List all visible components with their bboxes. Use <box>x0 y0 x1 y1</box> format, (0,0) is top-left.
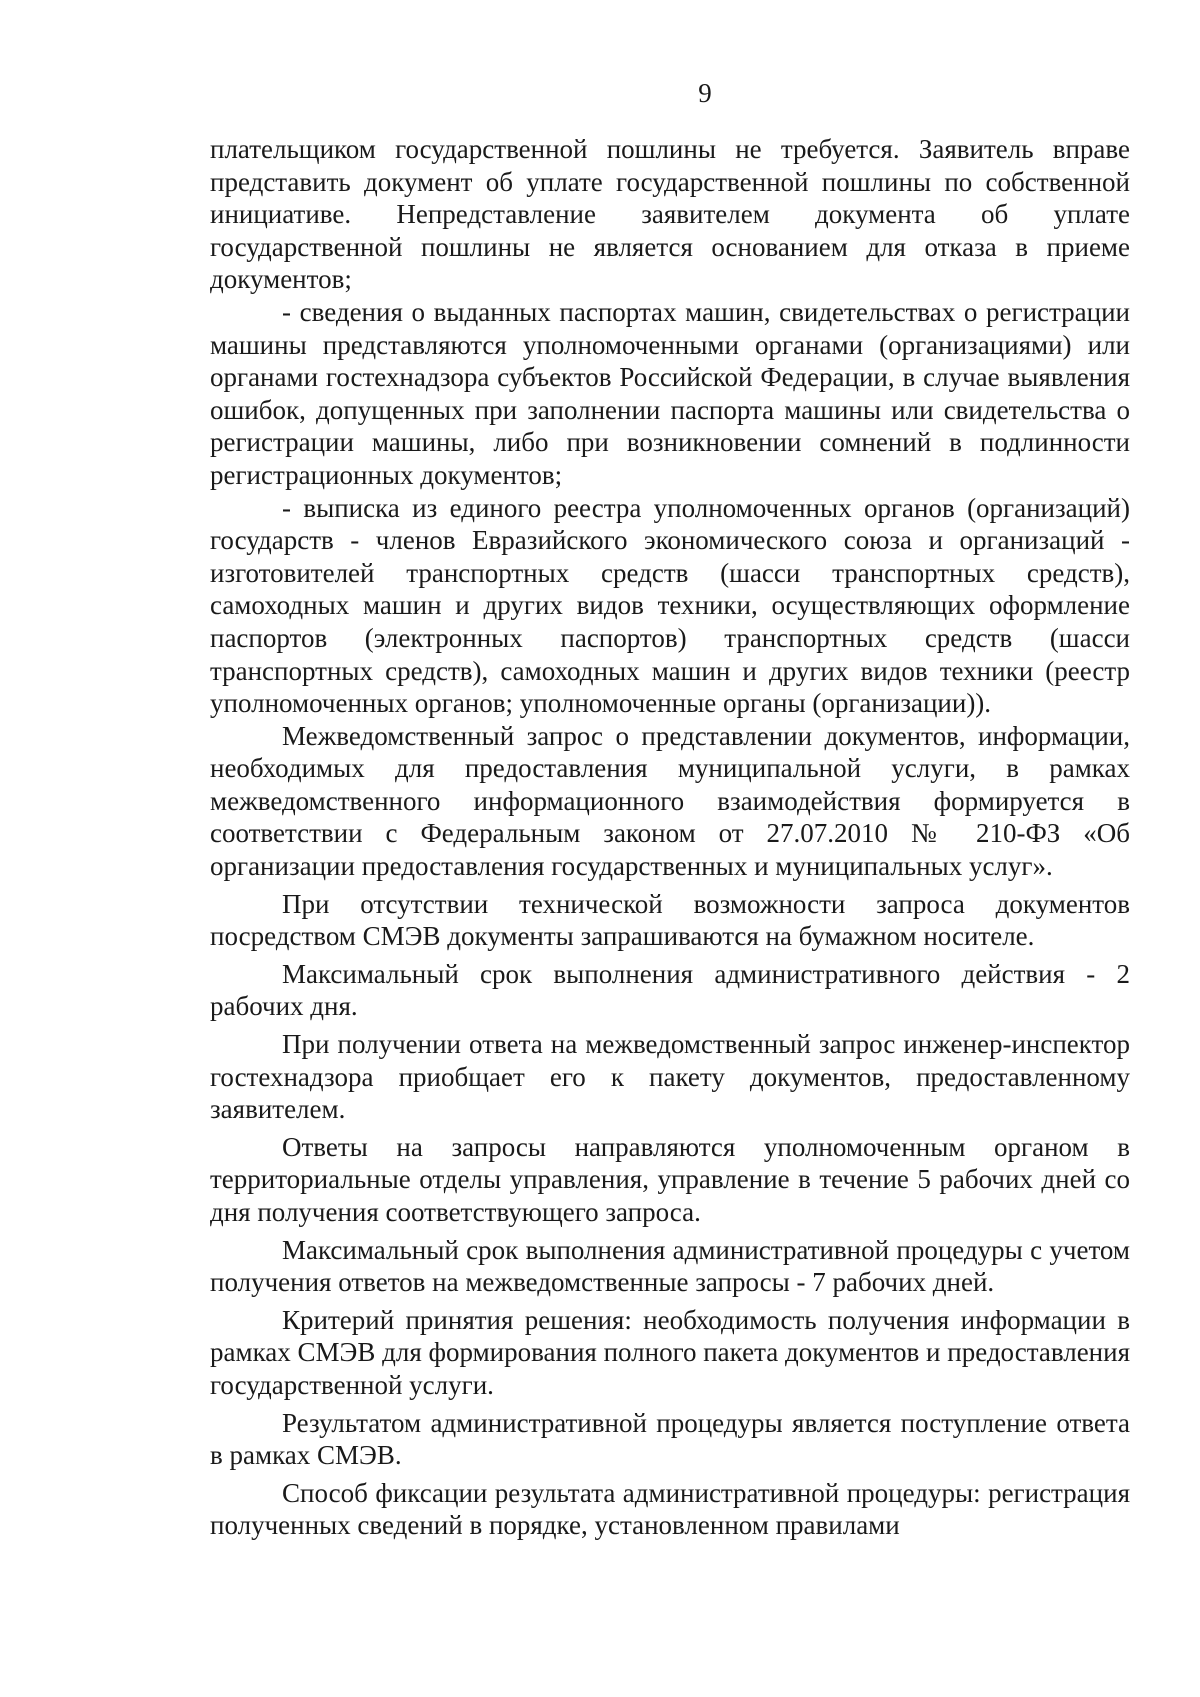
paragraph-action-deadline: Максимальный срок выполнения административного действия - 2 рабочих дня. <box>210 958 1130 1022</box>
paragraph-passport-info: - сведения о выданных паспортах машин, свидетельствах о регистрации машины представляются уполномоченными органами (организациями) или органами гостехнадзора субъектов Российской Федерации, в случае выявления ошибок, допущенных при заполнении паспорта машины или свидетельства о регистрации машины, либо при возникновении сомнений в подлинности регистрационных документов; <box>210 296 1130 490</box>
paragraph-registry-extract: - выписка из единого реестра уполномоченных органов (организаций) государств - членов Евразийского экономического союза и организаций - изготовителей транспортных средств (шасси транспортных средств), самоходных машин и других видов техники, осуществляющих оформление паспортов (электронных паспортов) транспортных средств (шасси транспортных средств), самоходных машин и других видов техники (реестр уполномоченных органов; уполномоченные органы (организации)). <box>210 492 1130 719</box>
paragraph-interagency-request: Межведомственный запрос о представлении документов, информации, необходимых для предоставления муниципальной услуги, в рамках межведомственного информационного взаимодействия формируется в соответствии с Федеральным законом от 27.07.2010 № 210-ФЗ «Об организации предоставления государственных и муниципальных услуг». <box>210 720 1130 882</box>
paragraph-paper-request: При отсутствии технической возможности запроса документов посредством СМЭВ документы запрашиваются на бумажном носителе. <box>210 888 1130 952</box>
paragraph-fee-note: плательщиком государственной пошлины не требуется. Заявитель вправе представить документ об уплате государственной пошлины по собственной инициативе. Непредставление заявителем документа об уплате государственной пошлины не является основанием для отказа в приеме документов; <box>210 134 1130 295</box>
paragraph-result-recording: Способ фиксации результата административной процедуры: регистрация полученных сведений в порядке, установленном правилами <box>210 1477 1130 1541</box>
paragraph-procedure-deadline: Максимальный срок выполнения административной процедуры с учетом получения ответов на межведомственные запросы - 7 рабочих дней. <box>210 1234 1130 1298</box>
paragraph-decision-criterion: Критерий принятия решения: необходимость получения информации в рамках СМЭВ для формирования полного пакета документов и предоставления государственной услуги. <box>210 1304 1130 1400</box>
paragraph-procedure-result: Результатом административной процедуры является поступление ответа в рамках СМЭВ. <box>210 1407 1130 1471</box>
paragraph-response-timing: Ответы на запросы направляются уполномоченным органом в территориальные отделы управления, управление в течение 5 рабочих дней со дня получения соответствующего запроса. <box>210 1131 1130 1227</box>
body-text <box>210 133 1130 1542</box>
paragraph-response-attach: При получении ответа на межведомственный запрос инженер-инспектор гостехнадзора приобщает его к пакету документов, предоставленному заявителем. <box>210 1029 1130 1125</box>
page-number: 9 <box>698 78 712 108</box>
